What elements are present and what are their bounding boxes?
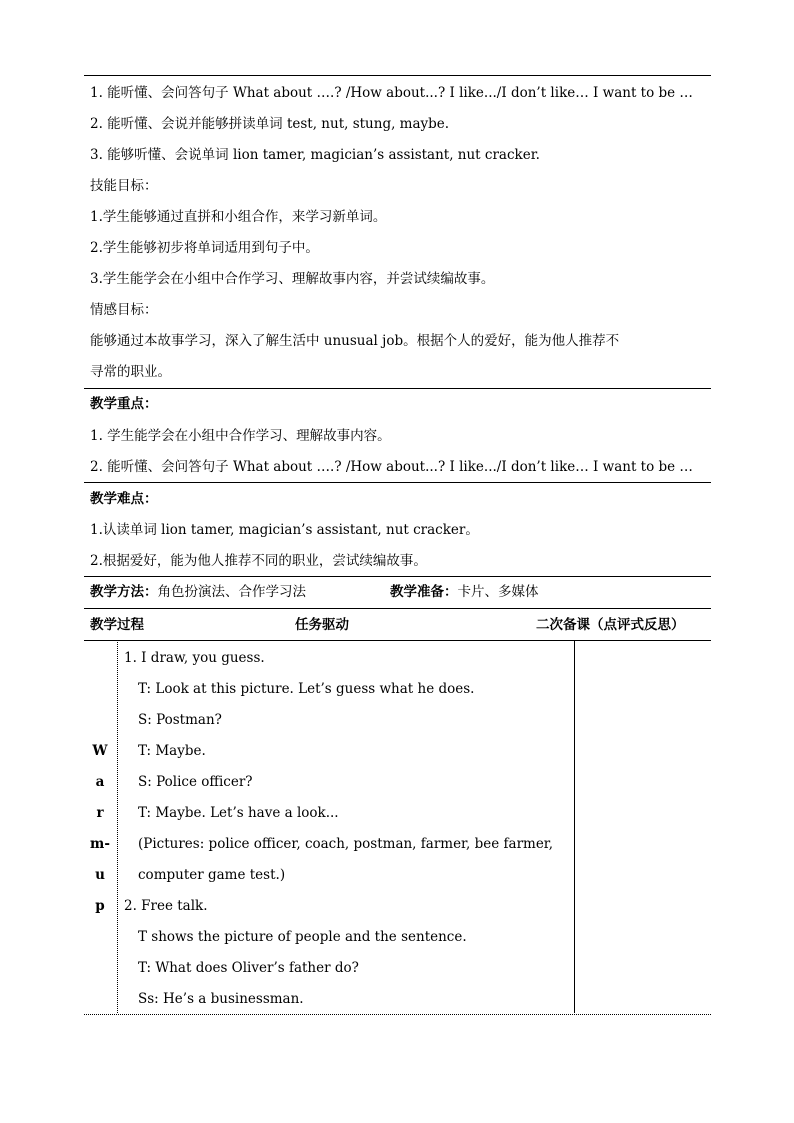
rule-methods: [84, 576, 711, 577]
prep-value: 卡片、多媒体: [457, 584, 539, 600]
stage-letter: W: [92, 743, 108, 759]
objective-line-2: 2. 能听懂、会说并能够拼读单词 test, nut, stung, maybe.: [90, 116, 450, 132]
task-line: T: What does Oliver’s father do?: [138, 960, 359, 976]
objective-line-3: 3. 能够听懂、会说单词 lion tamer, magician’s assistant, nut cracker.: [90, 147, 540, 163]
emotion-line-1: 能够通过本故事学习，深入了解生活中 unusual job。根据个人的爱好，能为他人推荐不: [90, 333, 620, 349]
skill-line-3: 3.学生能学会在小组中合作学习、理解故事内容，并尝试续编故事。: [90, 271, 495, 287]
key-point-1: 1. 学生能学会在小组中合作学习、理解故事内容。: [90, 428, 391, 444]
bottom-rule: [84, 1014, 711, 1015]
task-line: S: Police officer?: [138, 774, 253, 790]
prep-cell: [390, 582, 539, 602]
difficulty-1: 1.认读单词 lion tamer, magician’s assistant, nut cracker。: [90, 522, 479, 538]
rule-difficulties: [84, 482, 711, 483]
key-point-2: 2. 能听懂、会问答句子 What about ….? /How about...? I like.../I don’t like… I want to be …: [90, 459, 693, 475]
rule-table-body: [84, 640, 711, 641]
task-line: S: Postman?: [138, 712, 222, 728]
skill-line-2: 2.学生能够初步将单词适用到句子中。: [90, 240, 319, 256]
header-task: 任务驱动: [295, 617, 349, 633]
task-line: 2. Free talk.: [124, 898, 208, 914]
top-rule: [84, 75, 711, 76]
divider-stage: [117, 640, 118, 1013]
task-line: T: Maybe.: [138, 743, 206, 759]
difficulty-2: 2.根据爱好，能为他人推荐不同的职业，尝试续编故事。: [90, 553, 427, 569]
methods-value: 角色扮演法、合作学习法: [157, 584, 306, 600]
divider-reflection: [574, 640, 575, 1013]
methods-label: 教学方法：: [90, 584, 158, 600]
task-line: (Pictures: police officer, coach, postman, farmer, bee farmer,: [138, 836, 554, 852]
key-points-title: 教学重点：: [90, 396, 158, 412]
task-line: T: Maybe. Let’s have a look...: [138, 805, 339, 821]
methods-cell: [90, 582, 306, 602]
task-line: 1. I draw, you guess.: [124, 650, 265, 666]
objective-line-1: 1. 能听懂、会问答句子 What about ….? /How about...? I like.../I don’t like… I want to be …: [90, 85, 693, 101]
prep-label: 教学准备：: [390, 584, 458, 600]
task-line: T: Look at this picture. Let’s guess what he does.: [138, 681, 475, 697]
emotion-title: 情感目标：: [90, 302, 158, 318]
task-line: Ss: He’s a businessman.: [138, 991, 304, 1007]
skill-title: 技能目标：: [90, 178, 158, 194]
stage-letter: r: [96, 805, 104, 821]
skill-line-1: 1.学生能够通过直拼和小组合作，来学习新单词。: [90, 209, 387, 225]
stage-letter: u: [95, 867, 105, 883]
stage-letter: a: [95, 774, 105, 790]
rule-table-header: [84, 608, 711, 609]
header-process: 教学过程: [90, 617, 144, 633]
task-line: T shows the picture of people and the sentence.: [138, 929, 467, 945]
stage-letter: m-: [90, 836, 110, 852]
rule-key-points: [84, 388, 711, 389]
emotion-line-2: 寻常的职业。: [90, 364, 171, 380]
task-line: computer game test.): [138, 867, 286, 883]
difficulties-title: 教学难点：: [90, 491, 158, 507]
header-reflection: 二次备课（点评式反思）: [536, 617, 685, 633]
stage-letter: p: [95, 898, 105, 914]
